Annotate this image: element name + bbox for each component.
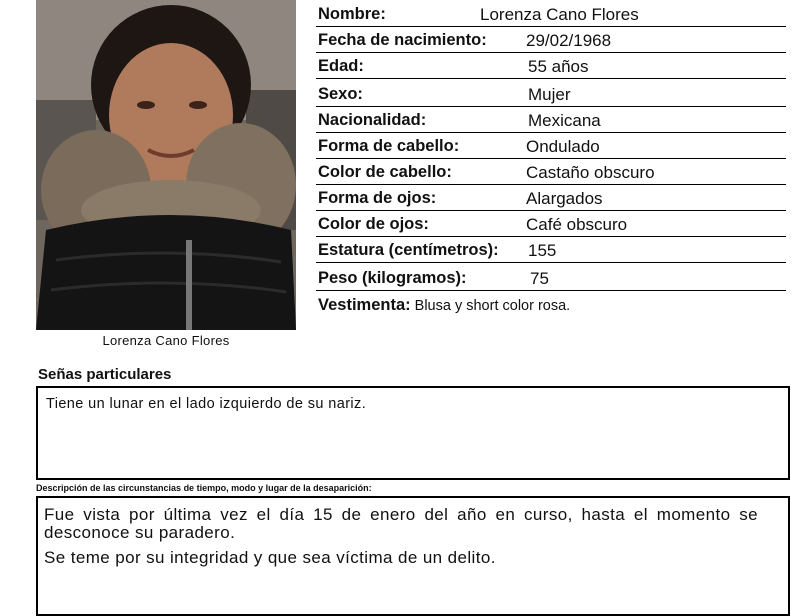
circunstancias-box: [36, 496, 790, 616]
person-photo-illustration: [36, 0, 296, 330]
field-label: Fecha de nacimiento:: [318, 31, 487, 49]
senas-text: Tiene un lunar en el lado izquierdo de su nariz.: [46, 396, 367, 412]
circunstancias-paragraph-1: Fue vista por última vez el día 15 de enero del año en curso, hasta el momento se desconoce su paradero.: [44, 505, 758, 542]
field-fecha-nacimiento: [316, 26, 786, 53]
field-label: Sexo:: [318, 85, 363, 103]
field-forma-ojos: [316, 184, 786, 211]
field-nombre: [316, 0, 786, 27]
field-peso: [316, 264, 786, 291]
field-label: Edad:: [318, 57, 364, 75]
field-value: 75: [530, 269, 549, 288]
field-color-ojos: [316, 210, 786, 237]
field-label: Vestimenta:: [318, 296, 411, 314]
person-photo: [36, 0, 296, 330]
field-label: Forma de ojos:: [318, 189, 437, 207]
field-color-cabello: [316, 158, 786, 185]
senas-box: [36, 386, 790, 480]
field-value: Mexicana: [528, 111, 601, 130]
field-sexo: [316, 80, 786, 107]
field-value: Alargados: [526, 189, 603, 208]
circunstancias-paragraph-2: Se teme por su integridad y que sea víctima de un delito.: [44, 548, 496, 567]
field-label: Color de ojos:: [318, 215, 429, 233]
field-label: Color de cabello:: [318, 163, 452, 181]
field-edad: [316, 52, 786, 79]
field-value: 29/02/1968: [526, 31, 612, 50]
field-label: Forma de cabello:: [318, 137, 460, 155]
field-label: Estatura (centímetros):: [318, 241, 499, 259]
field-value: Café obscuro: [526, 215, 628, 234]
senas-title: Señas particulares: [38, 366, 172, 383]
field-forma-cabello: [316, 132, 786, 159]
field-nacionalidad: [316, 106, 786, 133]
field-label: Nacionalidad:: [318, 111, 427, 129]
field-estatura: [316, 236, 786, 263]
circunstancias-title: Descripción de las circunstancias de tiempo, modo y lugar de la desaparición:: [36, 483, 372, 493]
field-label: Nombre:: [318, 5, 386, 23]
field-value: Mujer: [528, 85, 571, 104]
field-value: Lorenza Cano Flores: [480, 5, 639, 24]
field-value: 55 años: [528, 57, 589, 76]
field-value: Castaño obscuro: [526, 163, 655, 182]
field-value: 155: [528, 241, 557, 260]
field-vestimenta: [318, 296, 570, 315]
field-value: Ondulado: [526, 137, 600, 156]
field-label: Peso (kilogramos):: [318, 269, 467, 287]
photo-caption: Lorenza Cano Flores: [102, 333, 230, 348]
field-value: Blusa y short color rosa.: [414, 298, 571, 314]
